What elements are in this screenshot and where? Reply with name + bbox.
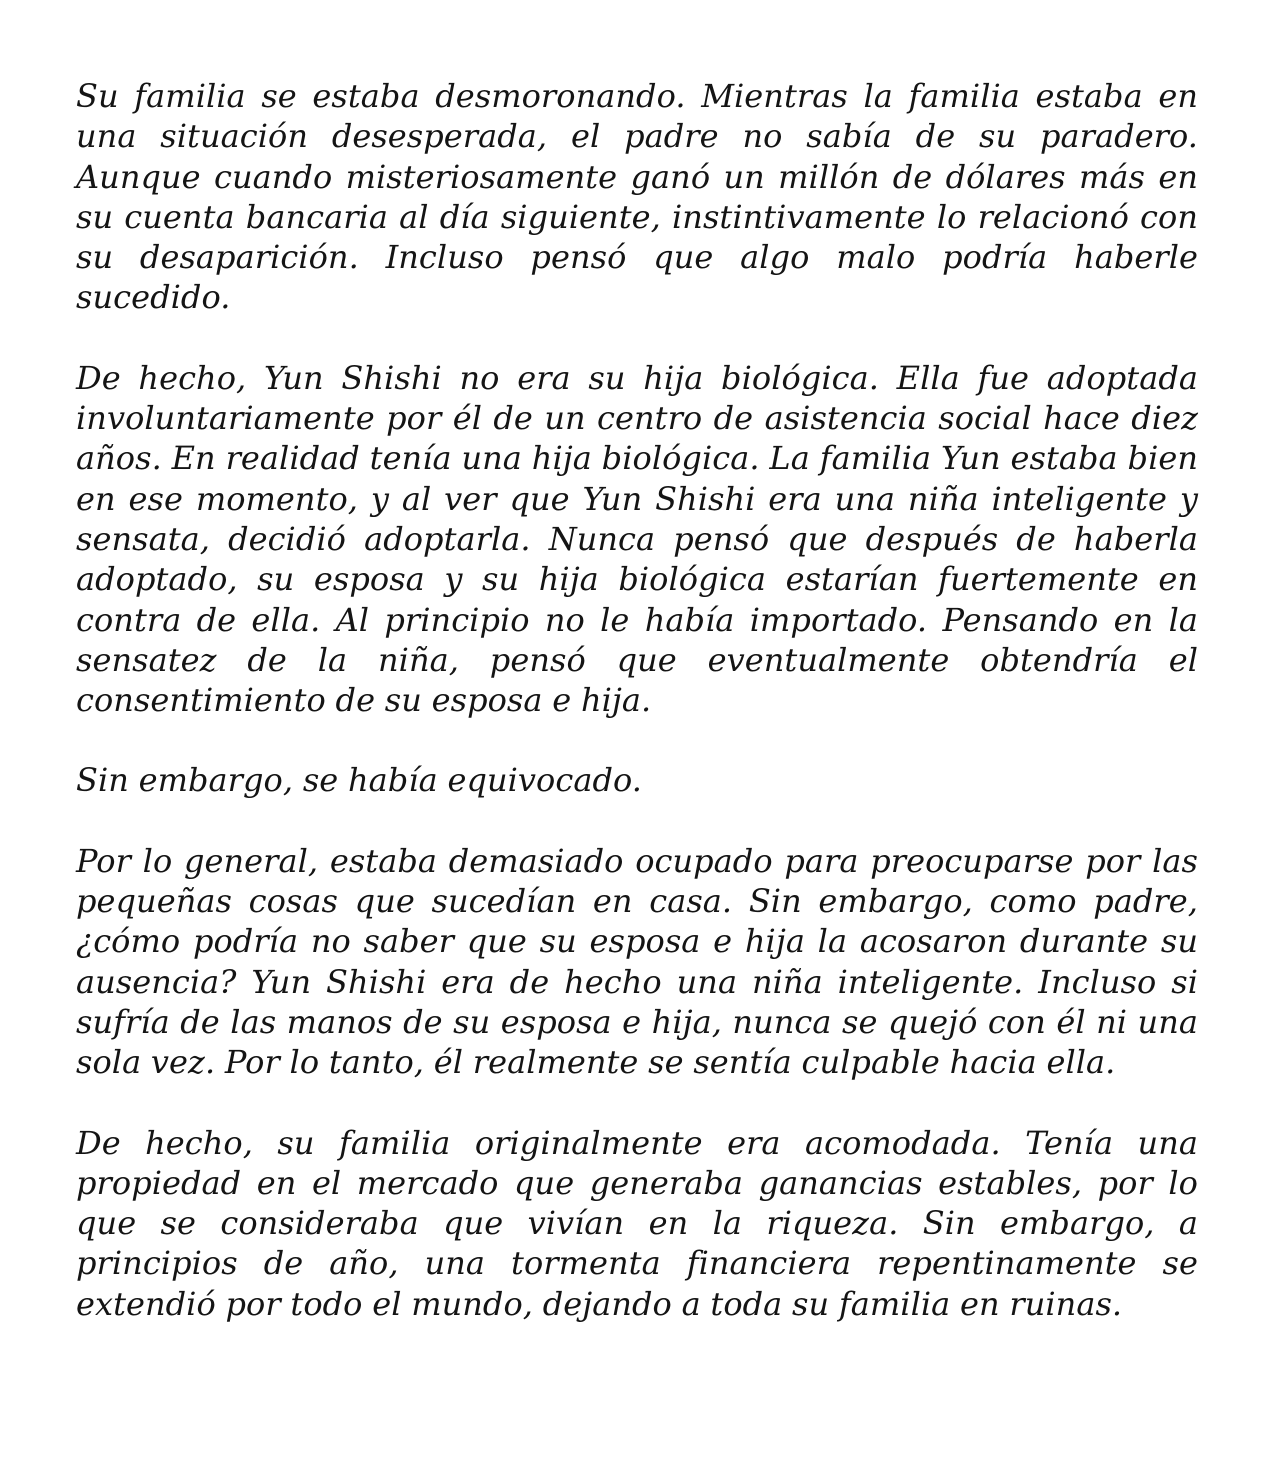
paragraph-1: Su familia se estaba desmoronando. Mientras la familia estaba en una situación desesperada, el padre no sabía de su paradero. Aunque cuando misteriosamente ganó un millón de dólares más en su cuenta bancaria al día siguiente, instintivamente lo relacionó con su desaparición. Incluso pensó que algo malo podría haberle sucedido. [76,77,1198,317]
paragraph-2: De hecho, Yun Shishi no era su hija biológica. Ella fue adoptada involuntariamente por él de un centro de asistencia social hace diez años. En realidad tenía una hija biológica. La familia Yun estaba bien en ese momento, y al ver que Yun Shishi era una niña inteligente y sensata, decidió adoptarla. Nunca pensó que después de haberla adoptado, su esposa y su hija biológica estarían fuertemente en contra de ella. Al principio no le había importado. Pensando en la sensatez de la niña, pensó que eventualmente obtendría el consentimiento de su esposa e hija. [76,358,1198,720]
paragraph-4: Por lo general, estaba demasiado ocupado para preocuparse por las pequeñas cosas que sucedían en casa. Sin embargo, como padre, ¿cómo podría no saber que su esposa e hija la acosaron durante su ausencia? Yun Shishi era de hecho una niña inteligente. Incluso si sufría de las manos de su esposa e hija, nunca se quejó con él ni una sola vez. Por lo tanto, él realmente se sentía culpable hacia ella. [76,841,1198,1082]
paragraph-3: Sin embargo, se había equivocado. [76,761,642,800]
paragraph-5: De hecho, su familia originalmente era acomodada. Tenía una propiedad en el mercado que generaba ganancias estables, por lo que se consideraba que vivían en la riqueza. Sin embargo, a principios de año, una tormenta financiera repentinamente se extendió por todo el mundo, dejando a toda su familia en ruinas. [76,1123,1198,1323]
document-body [76,76,1198,1324]
